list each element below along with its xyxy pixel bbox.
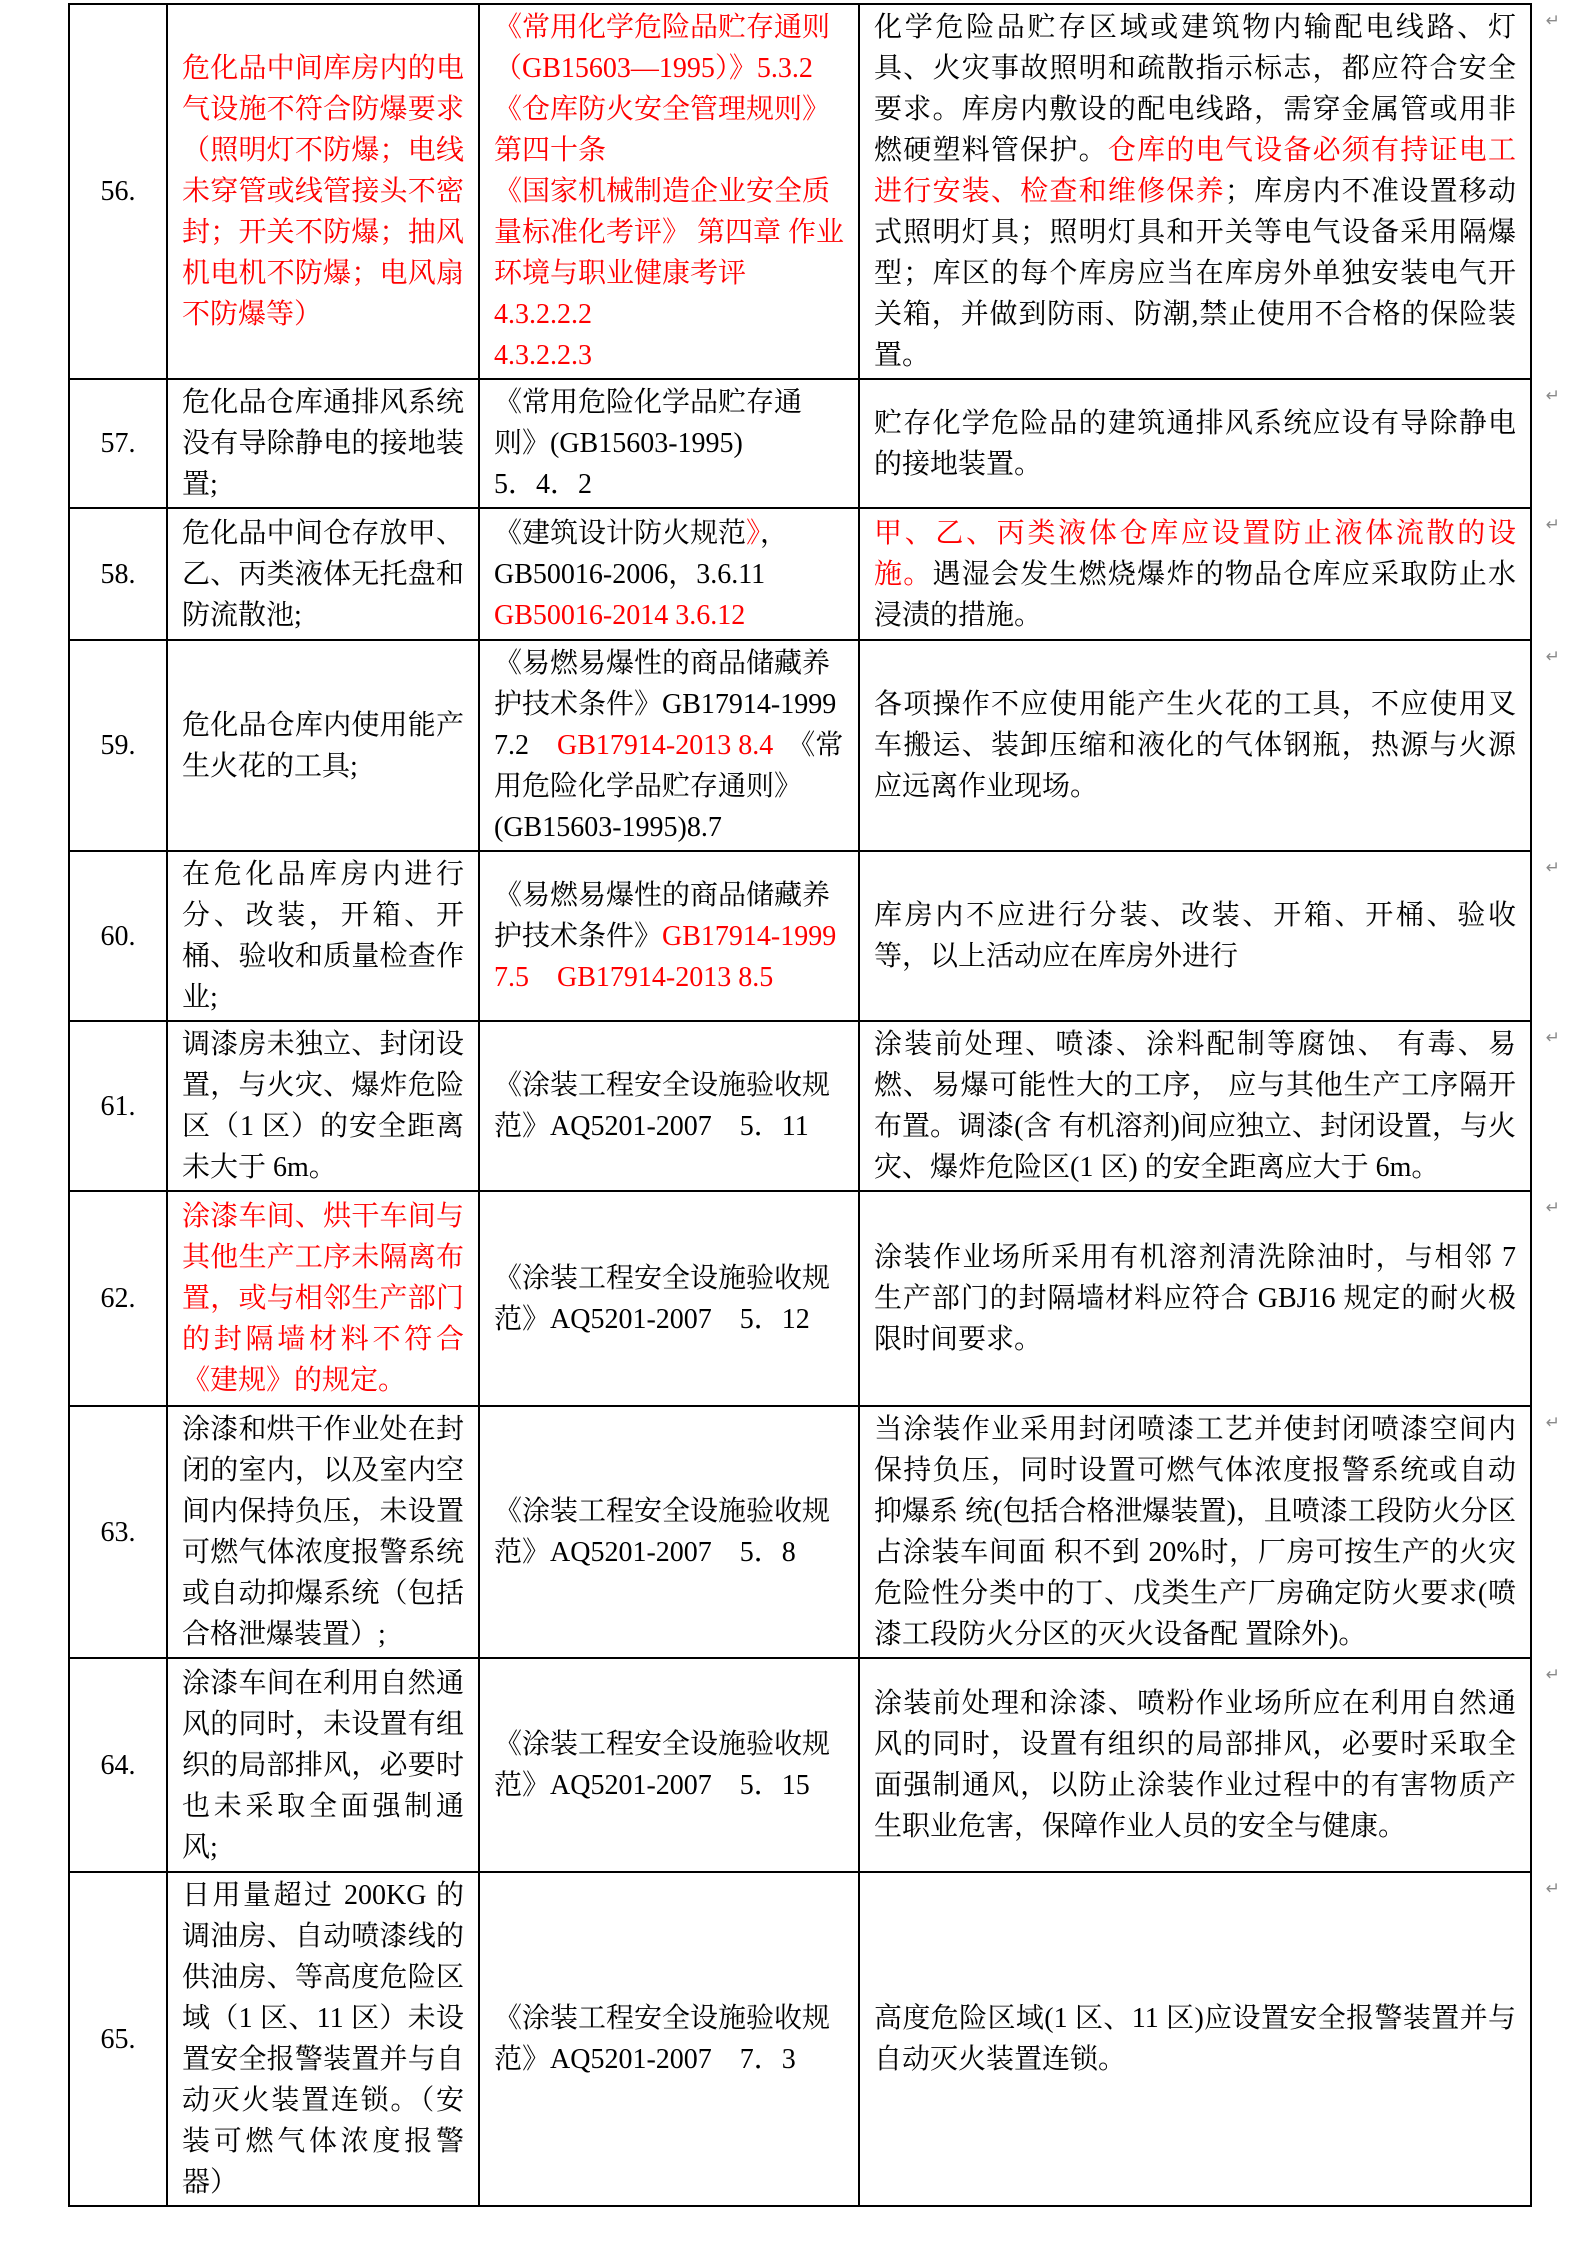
paragraph xyxy=(494,335,844,376)
text-run: 调漆房未独立、封闭设置，与火灾、爆炸危险区（1 区）的安全距离未大于 6m。 xyxy=(182,1029,464,1183)
text-run: 《易燃易爆性的商品储藏养护技术条件》GB17914-1999 7.2 xyxy=(494,648,837,761)
standard-basis-cell xyxy=(479,1658,859,1872)
paragraph xyxy=(494,382,844,464)
requirement-cell xyxy=(859,1872,1560,2206)
problem-description-cell xyxy=(167,1872,479,2206)
text-run: 当涂装作业采用封闭喷漆工艺并使封闭喷漆空间内保持负压，同时设置可燃气体浓度报警系统或自动抑爆系 统(包括合格泄爆装置)，且喷漆工段防火分区占涂装车间面 积不到 20%时，厂房可按生产的火灾危险性分类中的丁、戊类生产厂房确定防火要求(喷漆工段防火分区的灭火设备配 置除外)。 xyxy=(874,1414,1516,1650)
red-text-run: GB17914-1999 7.5 GB17914-2013 8.5 xyxy=(494,920,837,993)
paragraph xyxy=(874,7,1516,376)
text-run: 5．4．2 xyxy=(494,469,593,500)
violation-table xyxy=(68,3,1560,2207)
table-row xyxy=(69,1872,1531,2206)
end-of-row-mark: ↵ xyxy=(1545,647,1560,667)
paragraph xyxy=(182,1663,464,1868)
paragraph xyxy=(494,513,844,595)
violation-table-body xyxy=(69,4,1560,2206)
standard-basis-cell xyxy=(479,508,859,640)
red-text-run: GB50016-2014 3.6.12 xyxy=(494,599,746,631)
end-of-row-mark: ↵ xyxy=(1545,1879,1560,1899)
text-run: 涂装前处理、喷漆、涂料配制等腐蚀、 有毒、易燃、易爆可能性大的工序， 应与其他生产工序隔开布置。调漆(含 有机溶剂)间应独立、封闭设置，与火灾、爆炸危险区(1 区) 的安全距离应大于 6m。 xyxy=(874,1029,1516,1183)
text-run: ，GB50016-2006，3.6.11 xyxy=(494,517,789,590)
table-row xyxy=(69,1658,1531,1872)
standard-basis-cell xyxy=(479,1021,859,1191)
table-row xyxy=(69,379,1531,508)
paragraph xyxy=(182,1024,464,1188)
red-text-run: 危化品中间库房内的电气设施不符合防爆要求（照明灯不防爆；电线未穿管或线管接头不密封；开关不防爆；抽风机电机不防爆；电风扇不防爆等） xyxy=(182,53,464,330)
red-text-run: 4.3.2.2.3 xyxy=(494,340,592,371)
text-run: 《常用危险化学品贮存通则》(GB15603-1995) xyxy=(494,387,803,459)
text-run: 日用量超过 200KG 的调油房、自动喷漆线的供油房、等高度危险区域（1 区、11 区）未设置安全报警装置并与自动灭火装置连锁。（安装可燃气体浓度报警器） xyxy=(182,1880,464,2198)
requirement-cell xyxy=(859,1658,1560,1872)
text-run: 化学危险品贮存区域或建筑物内输配电线路、灯具、火灾事故照明和疏散指示标志，都应符合安全要求。库房内敷设的配电线路，需穿金属管或用非燃硬塑料管保护。 xyxy=(874,12,1516,166)
problem-description-cell xyxy=(167,851,479,1021)
paragraph xyxy=(182,1875,464,2203)
text-run: ；库房内不准设置移动式照明灯具；照明灯具和开关等电气设备采用隔爆型；库区的每个库房应当在库房外单独安装电气开关箱，并做到防雨、防潮,禁止使用不合格的保险装置。 xyxy=(874,176,1516,371)
problem-description-cell xyxy=(167,1021,479,1191)
text-run: 《涂装工程安全设施验收规范》AQ5201-2007 5．8 xyxy=(494,1496,831,1568)
paragraph xyxy=(874,513,1516,636)
paragraph xyxy=(874,895,1516,977)
problem-description-cell xyxy=(167,508,479,640)
problem-description-cell xyxy=(167,1406,479,1658)
text-run: 《涂装工程安全设施验收规范》AQ5201-2007 5．12 xyxy=(494,1262,831,1335)
red-text-run: 涂漆车间、烘干车间与其他生产工序未隔离布置，或与相邻生产部门的封隔墙材料不符合《建规》的规定。 xyxy=(182,1201,464,1396)
paragraph xyxy=(494,89,844,171)
text-run: 涂漆和烘干作业处在封闭的室内，以及室内空间内保持负压，未设置可燃气体浓度报警系统或自动抑爆系统（包括合格泄爆装置）; xyxy=(182,1414,464,1650)
table-row xyxy=(69,4,1531,379)
problem-description-cell xyxy=(167,4,479,379)
row-number-cell: 61. xyxy=(69,1021,167,1191)
paragraph xyxy=(182,382,464,505)
paragraph xyxy=(874,1409,1516,1655)
paragraph xyxy=(182,513,464,636)
table-container xyxy=(68,3,1560,2207)
paragraph xyxy=(494,875,844,998)
red-text-run: 仓库的电气设备必须有持证电工进行安装、检查和维修保养 xyxy=(874,135,1516,207)
requirement-cell xyxy=(859,4,1560,379)
red-text-run: 》 xyxy=(746,517,761,549)
problem-description-cell xyxy=(167,1191,479,1406)
table-row xyxy=(69,640,1531,851)
text-run: 《涂装工程安全设施验收规范》AQ5201-2007 7．3 xyxy=(494,2003,831,2075)
table-row xyxy=(69,1406,1531,1658)
red-text-run: 甲、乙、丙类液体仓库应设置防止液体流散的设施。 xyxy=(874,517,1516,590)
problem-description-cell xyxy=(167,379,479,508)
paragraph xyxy=(494,1065,844,1147)
text-run: 《建筑设计防火规范 xyxy=(494,517,747,549)
problem-description-cell xyxy=(167,1658,479,1872)
red-text-run: 《国家机械制造企业安全质量标准化考评》 第四章 作业环境与职业健康考评 xyxy=(494,176,845,289)
text-run: 《涂装工程安全设施验收规范》AQ5201-2007 5．15 xyxy=(494,1729,831,1801)
paragraph xyxy=(182,1196,464,1401)
row-number-cell: 65. xyxy=(69,1872,167,2206)
text-run: 危化品仓库内使用能产生火花的工具; xyxy=(182,709,464,782)
table-row xyxy=(69,508,1531,640)
paragraph xyxy=(494,171,844,294)
standard-basis-cell xyxy=(479,851,859,1021)
red-text-run: 4.3.2.2.2 xyxy=(494,299,592,330)
row-number-cell: 62. xyxy=(69,1191,167,1406)
row-number-cell: 57. xyxy=(69,379,167,508)
red-text-run: GB17914-2013 8.4 xyxy=(557,730,774,761)
paragraph xyxy=(182,1409,464,1655)
end-of-row-mark: ↵ xyxy=(1545,386,1560,406)
text-run: 危化品仓库通排风系统没有导除静电的接地装置; xyxy=(182,387,464,500)
paragraph xyxy=(182,705,464,787)
table-row xyxy=(69,1191,1531,1406)
paragraph xyxy=(494,294,844,335)
requirement-cell xyxy=(859,640,1560,851)
requirement-cell xyxy=(859,1021,1560,1191)
standard-basis-cell xyxy=(479,1872,859,2206)
text-run: 贮存化学危险品的建筑通排风系统应设有导除静电的接地装置。 xyxy=(874,407,1516,480)
standard-basis-cell xyxy=(479,1191,859,1406)
text-run: 库房内不应进行分装、改装、开箱、开桶、验收等，以上活动应在库房外进行 xyxy=(874,900,1516,972)
text-run: 在危化品库房内进行分、改装，开箱、开桶、验收和质量检查作业; xyxy=(182,859,464,1013)
red-text-run: 《常用化学危险品贮存通则（GB15603—1995）》5.3.2 xyxy=(494,12,831,84)
end-of-row-mark: ↵ xyxy=(1545,515,1560,535)
requirement-cell xyxy=(859,851,1560,1021)
row-number-cell: 58. xyxy=(69,508,167,640)
requirement-cell xyxy=(859,508,1560,640)
end-of-row-mark: ↵ xyxy=(1545,11,1560,31)
end-of-row-mark: ↵ xyxy=(1545,1665,1560,1685)
requirement-cell xyxy=(859,379,1560,508)
requirement-cell xyxy=(859,1406,1560,1658)
text-run: 《涂装工程安全设施验收规范》AQ5201-2007 5．11 xyxy=(494,1070,831,1142)
table-row xyxy=(69,851,1531,1021)
text-run: 涂装作业场所采用有机溶剂清洗除油时，与相邻 7 生产部门的封隔墙材料应符合 GBJ16 规定的耐火极限时间要求。 xyxy=(874,1242,1516,1355)
paragraph xyxy=(494,464,844,505)
paragraph xyxy=(874,403,1516,485)
paragraph xyxy=(494,643,844,848)
row-number-cell: 56. xyxy=(69,4,167,379)
text-run: 涂漆车间在利用自然通风的同时，未设置有组织的局部排风，必要时也未采取全面强制通风; xyxy=(182,1667,464,1863)
standard-basis-cell xyxy=(479,379,859,508)
paragraph xyxy=(494,1998,844,2080)
end-of-row-mark: ↵ xyxy=(1545,1198,1560,1218)
paragraph xyxy=(874,684,1516,807)
paragraph xyxy=(494,1258,844,1340)
end-of-row-mark: ↵ xyxy=(1545,1028,1560,1048)
row-number-cell: 60. xyxy=(69,851,167,1021)
text-run: 危化品中间仓存放甲、乙、丙类液体无托盘和防流散池; xyxy=(182,517,464,631)
standard-basis-cell xyxy=(479,4,859,379)
paragraph xyxy=(494,7,844,89)
paragraph xyxy=(874,1024,1516,1188)
text-run: 《易燃易爆性的商品储藏养护技术条件》 xyxy=(494,879,831,952)
text-run: 《常用危险化学品贮存通则》(GB15603-1995)8.7 xyxy=(494,730,844,843)
end-of-row-mark: ↵ xyxy=(1545,858,1560,878)
paragraph xyxy=(494,1491,844,1573)
text-run: 遇湿会发生燃烧爆炸的物品仓库应采取防止水浸渍的措施。 xyxy=(874,558,1516,631)
text-run: 涂装前处理和涂漆、喷粉作业场所应在利用自然通风的同时，设置有组织的局部排风，必要时采取全面强制通风，以防止涂装作业过程中的有害物质产生职业危害，保障作业人员的安全与健康。 xyxy=(874,1688,1516,1842)
paragraph xyxy=(874,1998,1516,2080)
paragraph xyxy=(874,1237,1516,1360)
paragraph xyxy=(494,1724,844,1806)
red-text-run: 《仓库防火安全管理规则》第四十条 xyxy=(494,94,831,166)
standard-basis-cell xyxy=(479,1406,859,1658)
problem-description-cell xyxy=(167,640,479,851)
end-of-row-mark: ↵ xyxy=(1545,1413,1560,1433)
paragraph xyxy=(874,1683,1516,1847)
paragraph xyxy=(182,854,464,1018)
text-run: 各项操作不应使用能产生火花的工具，不应使用叉车搬运、装卸压缩和液化的气体钢瓶，热源与火源应远离作业现场。 xyxy=(874,689,1516,802)
paragraph xyxy=(494,595,844,636)
table-row xyxy=(69,1021,1531,1191)
paragraph xyxy=(182,48,464,335)
standard-basis-cell xyxy=(479,640,859,851)
text-run: 高度危险区域(1 区、11 区)应设置安全报警装置并与自动灭火装置连锁。 xyxy=(874,2003,1516,2075)
row-number-cell: 63. xyxy=(69,1406,167,1658)
row-number-cell: 64. xyxy=(69,1658,167,1872)
row-number-cell: 59. xyxy=(69,640,167,851)
requirement-cell xyxy=(859,1191,1560,1406)
